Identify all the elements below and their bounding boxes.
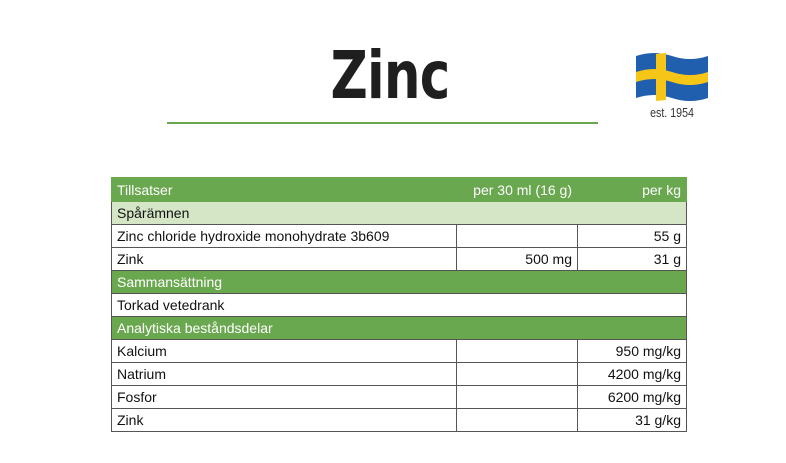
table-row — [112, 248, 687, 271]
table-header-row — [112, 178, 687, 202]
title-underline — [167, 122, 598, 124]
row-name: Kalcium — [112, 340, 457, 363]
row-perkg: 950 mg/kg — [578, 340, 687, 363]
column-header: per 30 ml (16 g) — [457, 178, 578, 202]
row-perkg: 4200 mg/kg — [578, 363, 687, 386]
sweden-flag-icon — [634, 50, 710, 104]
column-header: per kg — [578, 178, 687, 202]
row-per30 — [457, 409, 578, 432]
row-name: Zink — [112, 248, 457, 271]
row-per30 — [457, 363, 578, 386]
established-year: est. 1954 — [650, 105, 694, 120]
row-perkg: 31 g/kg — [578, 409, 687, 432]
product-title: Zinc — [330, 37, 450, 114]
row-per30: 500 mg — [457, 248, 578, 271]
section-label: Sammansättning — [112, 271, 687, 294]
row-perkg: 31 g — [578, 248, 687, 271]
table-row — [112, 225, 687, 248]
row-name: Natrium — [112, 363, 457, 386]
row-name: Zinc chloride hydroxide monohydrate 3b609 — [112, 225, 457, 248]
brand-badge — [634, 50, 710, 120]
section-row — [112, 271, 687, 294]
row-per30 — [457, 340, 578, 363]
row-perkg: 55 g — [578, 225, 687, 248]
section-label: Analytiska beståndsdelar — [112, 317, 687, 340]
row-name: Fosfor — [112, 386, 457, 409]
column-header: Tillsatser — [112, 178, 457, 202]
section-row — [112, 202, 687, 225]
table-row — [112, 294, 687, 317]
section-label: Spårämnen — [112, 202, 687, 225]
table-row — [112, 363, 687, 386]
row-name: Zink — [112, 409, 457, 432]
row-perkg: 6200 mg/kg — [578, 386, 687, 409]
row-name: Torkad vetedrank — [112, 294, 687, 317]
nutrition-table — [111, 177, 687, 432]
row-per30 — [457, 386, 578, 409]
table-row — [112, 409, 687, 432]
section-row — [112, 317, 687, 340]
table-row — [112, 340, 687, 363]
table-row — [112, 386, 687, 409]
row-per30 — [457, 225, 578, 248]
